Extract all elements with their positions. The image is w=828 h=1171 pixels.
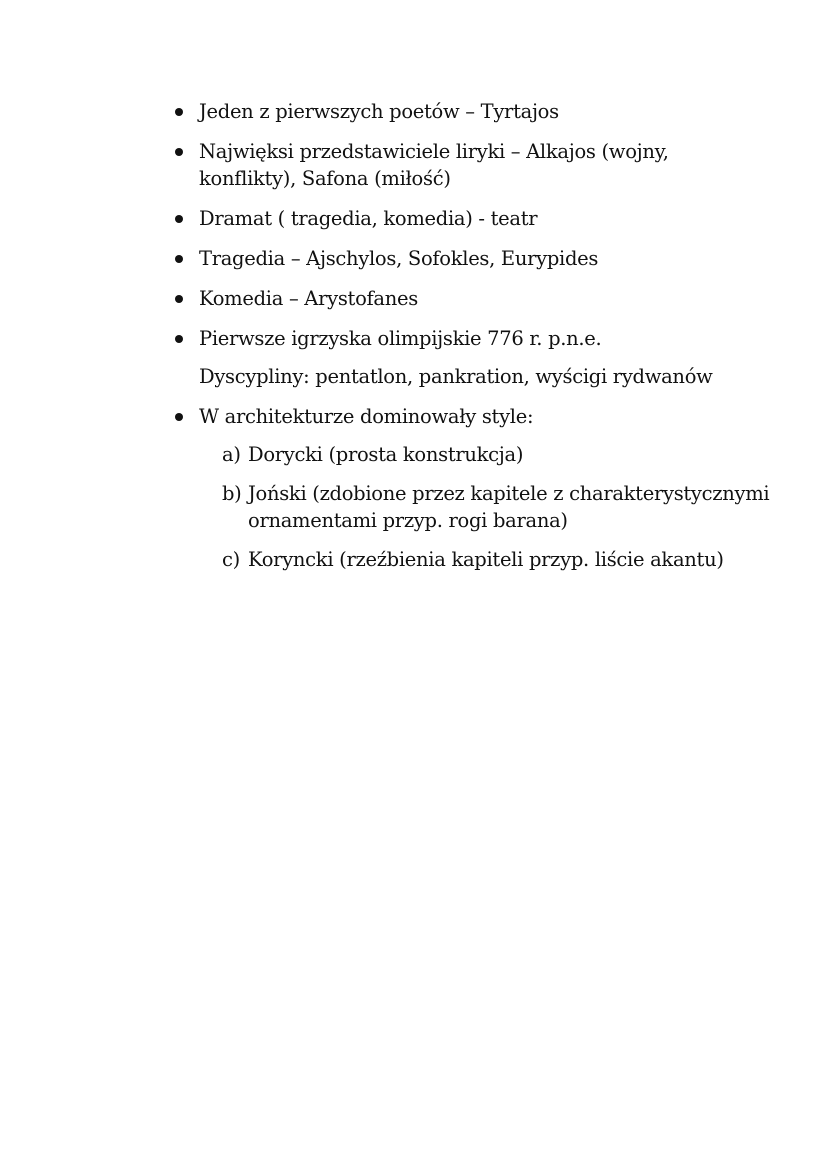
list-item-text: Dramat ( tragedia, komedia) - teatr bbox=[199, 207, 538, 230]
style-item bbox=[222, 480, 770, 534]
style-marker: a) bbox=[222, 443, 241, 466]
bullet-icon bbox=[175, 413, 183, 421]
list-item bbox=[170, 98, 770, 125]
olympics-note: Dyscypliny: pentatlon, pankration, wyścigi rydwanów bbox=[199, 365, 713, 388]
bullet-list bbox=[170, 98, 770, 585]
style-marker: c) bbox=[222, 548, 240, 571]
list-item-text: Jeden z pierwszych poetów – Tyrtajos bbox=[199, 100, 559, 123]
list-item bbox=[170, 325, 770, 352]
style-text: Joński (zdobione przez kapitele z charakterystycznymi ornamentami przyp. rogi barana) bbox=[248, 482, 770, 532]
list-item bbox=[170, 138, 770, 192]
list-item-text: Najwięksi przedstawiciele liryki – Alkajos (wojny, konflikty), Safona (miłość) bbox=[199, 140, 669, 190]
style-marker: b) bbox=[222, 482, 242, 505]
list-item bbox=[170, 245, 770, 272]
style-text: Dorycki (prosta konstrukcja) bbox=[248, 443, 524, 466]
list-item-text: Komedia – Arystofanes bbox=[199, 287, 418, 310]
style-item bbox=[222, 441, 770, 468]
list-item bbox=[170, 205, 770, 232]
list-item-text: Tragedia – Ajschylos, Sofokles, Eurypides bbox=[199, 247, 599, 270]
style-item bbox=[222, 546, 770, 573]
bullet-icon bbox=[175, 215, 183, 223]
style-text: Koryncki (rzeźbienia kapiteli przyp. liście akantu) bbox=[248, 548, 724, 571]
bullet-icon bbox=[175, 148, 183, 156]
architecture-styles-list bbox=[170, 441, 770, 573]
bullet-icon bbox=[175, 335, 183, 343]
list-item-text: Pierwsze igrzyska olimpijskie 776 r. p.n.e. bbox=[199, 327, 602, 350]
bullet-icon bbox=[175, 255, 183, 263]
bullet-icon bbox=[175, 295, 183, 303]
list-item bbox=[170, 285, 770, 312]
bullet-icon bbox=[175, 108, 183, 116]
architecture-intro: W architekturze dominowały style: bbox=[199, 405, 534, 428]
list-item bbox=[170, 403, 770, 430]
